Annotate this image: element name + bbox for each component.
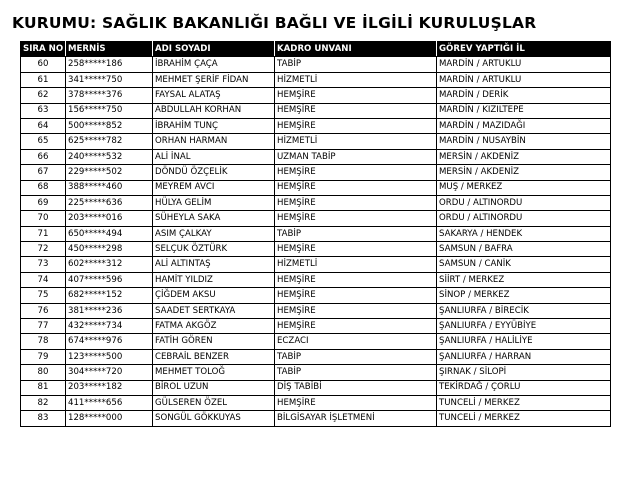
cell-kadro-unvani: HİZMETLİ xyxy=(275,257,437,272)
header-kadro-unvani: KADRO UNVANI xyxy=(275,42,437,57)
cell-gorev-yaptigi-il: MARDİN / KIZILTEPE xyxy=(437,103,611,118)
cell-adi-soyadi: SONGÜL GÖKKUYAS xyxy=(153,411,275,426)
cell-sira-no: 65 xyxy=(21,134,66,149)
table-row xyxy=(21,57,611,72)
cell-gorev-yaptigi-il: ŞANLIURFA / HALİLİYE xyxy=(437,334,611,349)
cell-gorev-yaptigi-il: SAMSUN / BAFRA xyxy=(437,242,611,257)
cell-mernis: 225*****636 xyxy=(66,195,153,210)
cell-sira-no: 78 xyxy=(21,334,66,349)
cell-gorev-yaptigi-il: ORDU / ALTINORDU xyxy=(437,195,611,210)
cell-adi-soyadi: FATMA AKGÖZ xyxy=(153,319,275,334)
cell-mernis: 381*****236 xyxy=(66,303,153,318)
cell-adi-soyadi: ALİ ALTINTAŞ xyxy=(153,257,275,272)
cell-sira-no: 61 xyxy=(21,72,66,87)
cell-kadro-unvani: HEMŞİRE xyxy=(275,272,437,287)
cell-gorev-yaptigi-il: TUNCELİ / MERKEZ xyxy=(437,395,611,410)
cell-kadro-unvani: HEMŞİRE xyxy=(275,395,437,410)
cell-sira-no: 62 xyxy=(21,88,66,103)
cell-sira-no: 66 xyxy=(21,149,66,164)
cell-adi-soyadi: SELÇUK ÖZTÜRK xyxy=(153,242,275,257)
table-row xyxy=(21,242,611,257)
cell-kadro-unvani: TABİP xyxy=(275,226,437,241)
cell-adi-soyadi: FATİH GÖREN xyxy=(153,334,275,349)
cell-gorev-yaptigi-il: SAKARYA / HENDEK xyxy=(437,226,611,241)
cell-kadro-unvani: HEMŞİRE xyxy=(275,195,437,210)
cell-mernis: 341*****750 xyxy=(66,72,153,87)
table-row xyxy=(21,226,611,241)
cell-adi-soyadi: SAADET SERTKAYA xyxy=(153,303,275,318)
cell-adi-soyadi: CEBRAİL BENZER xyxy=(153,349,275,364)
cell-mernis: 407*****596 xyxy=(66,272,153,287)
table-row xyxy=(21,195,611,210)
table-row xyxy=(21,334,611,349)
cell-adi-soyadi: GÜLSEREN ÖZEL xyxy=(153,395,275,410)
cell-gorev-yaptigi-il: ŞANLIURFA / EYYÜBİYE xyxy=(437,319,611,334)
cell-mernis: 304*****720 xyxy=(66,365,153,380)
table-body xyxy=(21,57,611,426)
table-row xyxy=(21,365,611,380)
cell-kadro-unvani: HEMŞİRE xyxy=(275,211,437,226)
cell-mernis: 411*****656 xyxy=(66,395,153,410)
cell-gorev-yaptigi-il: MARDİN / ARTUKLU xyxy=(437,72,611,87)
cell-mernis: 674*****976 xyxy=(66,334,153,349)
table-row xyxy=(21,257,611,272)
header-gorev-yaptigi-il: GÖREV YAPTIĞI İL xyxy=(437,42,611,57)
cell-kadro-unvani: HEMŞİRE xyxy=(275,103,437,118)
cell-mernis: 203*****016 xyxy=(66,211,153,226)
table-row xyxy=(21,319,611,334)
cell-kadro-unvani: HİZMETLİ xyxy=(275,134,437,149)
cell-gorev-yaptigi-il: MERSİN / AKDENİZ xyxy=(437,149,611,164)
cell-sira-no: 80 xyxy=(21,365,66,380)
table-row xyxy=(21,180,611,195)
table-row xyxy=(21,395,611,410)
cell-adi-soyadi: ORHAN HARMAN xyxy=(153,134,275,149)
table-row xyxy=(21,118,611,133)
cell-adi-soyadi: HÜLYA GELİM xyxy=(153,195,275,210)
cell-gorev-yaptigi-il: MARDİN / MAZIDAĞI xyxy=(437,118,611,133)
cell-adi-soyadi: ALİ İNAL xyxy=(153,149,275,164)
cell-sira-no: 64 xyxy=(21,118,66,133)
cell-mernis: 650*****494 xyxy=(66,226,153,241)
cell-kadro-unvani: DİŞ TABİBİ xyxy=(275,380,437,395)
cell-sira-no: 63 xyxy=(21,103,66,118)
cell-adi-soyadi: İBRAHİM TUNÇ xyxy=(153,118,275,133)
cell-kadro-unvani: ECZACI xyxy=(275,334,437,349)
table-row xyxy=(21,272,611,287)
table-row xyxy=(21,303,611,318)
cell-gorev-yaptigi-il: MARDİN / NUSAYBİN xyxy=(437,134,611,149)
cell-sira-no: 79 xyxy=(21,349,66,364)
cell-adi-soyadi: MEHMET ŞERİF FİDAN xyxy=(153,72,275,87)
table-row xyxy=(21,411,611,426)
cell-gorev-yaptigi-il: SİİRT / MERKEZ xyxy=(437,272,611,287)
cell-adi-soyadi: BİROL UZUN xyxy=(153,380,275,395)
cell-adi-soyadi: MEHMET TOLOĞ xyxy=(153,365,275,380)
cell-gorev-yaptigi-il: TEKİRDAĞ / ÇORLU xyxy=(437,380,611,395)
cell-kadro-unvani: HEMŞİRE xyxy=(275,288,437,303)
cell-mernis: 450*****298 xyxy=(66,242,153,257)
cell-gorev-yaptigi-il: ŞIRNAK / SİLOPİ xyxy=(437,365,611,380)
cell-sira-no: 81 xyxy=(21,380,66,395)
header-sira-no: SIRA NO xyxy=(21,42,66,57)
cell-kadro-unvani: HEMŞİRE xyxy=(275,165,437,180)
header-mernis: MERNİS xyxy=(66,42,153,57)
page-title: KURUMU: SAĞLIK BAKANLIĞI BAĞLI VE İLGİLİ KURULUŞLAR xyxy=(12,14,537,32)
cell-sira-no: 72 xyxy=(21,242,66,257)
cell-adi-soyadi: ÇİĞDEM AKSU xyxy=(153,288,275,303)
cell-kadro-unvani: HİZMETLİ xyxy=(275,72,437,87)
cell-mernis: 128*****000 xyxy=(66,411,153,426)
cell-mernis: 123*****500 xyxy=(66,349,153,364)
cell-kadro-unvani: HEMŞİRE xyxy=(275,180,437,195)
cell-mernis: 378*****376 xyxy=(66,88,153,103)
cell-kadro-unvani: HEMŞİRE xyxy=(275,303,437,318)
table-row xyxy=(21,134,611,149)
cell-mernis: 240*****532 xyxy=(66,149,153,164)
cell-sira-no: 82 xyxy=(21,395,66,410)
cell-gorev-yaptigi-il: SİNOP / MERKEZ xyxy=(437,288,611,303)
cell-sira-no: 74 xyxy=(21,272,66,287)
cell-kadro-unvani: HEMŞİRE xyxy=(275,242,437,257)
cell-adi-soyadi: İBRAHİM ÇAÇA xyxy=(153,57,275,72)
cell-adi-soyadi: MEYREM AVCI xyxy=(153,180,275,195)
cell-adi-soyadi: HAMİT YILDIZ xyxy=(153,272,275,287)
cell-adi-soyadi: DÖNDÜ ÖZÇELİK xyxy=(153,165,275,180)
table-row xyxy=(21,288,611,303)
cell-kadro-unvani: HEMŞİRE xyxy=(275,319,437,334)
cell-sira-no: 68 xyxy=(21,180,66,195)
cell-sira-no: 71 xyxy=(21,226,66,241)
table-row xyxy=(21,149,611,164)
table-row xyxy=(21,211,611,226)
cell-adi-soyadi: ASIM ÇALKAY xyxy=(153,226,275,241)
cell-gorev-yaptigi-il: MERSİN / AKDENİZ xyxy=(437,165,611,180)
header-adi-soyadi: ADI SOYADI xyxy=(153,42,275,57)
cell-mernis: 229*****502 xyxy=(66,165,153,180)
cell-mernis: 203*****182 xyxy=(66,380,153,395)
cell-kadro-unvani: BİLGİSAYAR İŞLETMENİ xyxy=(275,411,437,426)
cell-mernis: 388*****460 xyxy=(66,180,153,195)
cell-kadro-unvani: UZMAN TABİP xyxy=(275,149,437,164)
table-row xyxy=(21,88,611,103)
table-row xyxy=(21,72,611,87)
cell-sira-no: 60 xyxy=(21,57,66,72)
cell-sira-no: 69 xyxy=(21,195,66,210)
cell-mernis: 156*****750 xyxy=(66,103,153,118)
cell-sira-no: 75 xyxy=(21,288,66,303)
cell-gorev-yaptigi-il: TUNCELİ / MERKEZ xyxy=(437,411,611,426)
cell-mernis: 258*****186 xyxy=(66,57,153,72)
cell-sira-no: 83 xyxy=(21,411,66,426)
cell-adi-soyadi: ABDULLAH KORHAN xyxy=(153,103,275,118)
table-row xyxy=(21,103,611,118)
cell-kadro-unvani: TABİP xyxy=(275,365,437,380)
cell-sira-no: 70 xyxy=(21,211,66,226)
cell-sira-no: 73 xyxy=(21,257,66,272)
cell-sira-no: 76 xyxy=(21,303,66,318)
cell-kadro-unvani: HEMŞİRE xyxy=(275,88,437,103)
table-row xyxy=(21,380,611,395)
cell-gorev-yaptigi-il: MUŞ / MERKEZ xyxy=(437,180,611,195)
cell-sira-no: 67 xyxy=(21,165,66,180)
table-header-row xyxy=(21,42,611,57)
table-row xyxy=(21,165,611,180)
cell-mernis: 682*****152 xyxy=(66,288,153,303)
cell-gorev-yaptigi-il: ŞANLIURFA / BİRECİK xyxy=(437,303,611,318)
cell-sira-no: 77 xyxy=(21,319,66,334)
cell-kadro-unvani: TABİP xyxy=(275,349,437,364)
cell-mernis: 500*****852 xyxy=(66,118,153,133)
cell-gorev-yaptigi-il: MARDİN / DERİK xyxy=(437,88,611,103)
cell-mernis: 432*****734 xyxy=(66,319,153,334)
cell-gorev-yaptigi-il: MARDİN / ARTUKLU xyxy=(437,57,611,72)
personnel-table xyxy=(20,41,611,427)
cell-mernis: 625*****782 xyxy=(66,134,153,149)
cell-mernis: 602*****312 xyxy=(66,257,153,272)
cell-kadro-unvani: HEMŞİRE xyxy=(275,118,437,133)
cell-adi-soyadi: SÜHEYLA SAKA xyxy=(153,211,275,226)
cell-adi-soyadi: FAYSAL ALATAŞ xyxy=(153,88,275,103)
cell-gorev-yaptigi-il: ŞANLIURFA / HARRAN xyxy=(437,349,611,364)
cell-kadro-unvani: TABİP xyxy=(275,57,437,72)
cell-gorev-yaptigi-il: ORDU / ALTINORDU xyxy=(437,211,611,226)
cell-gorev-yaptigi-il: SAMSUN / CANİK xyxy=(437,257,611,272)
table-row xyxy=(21,349,611,364)
